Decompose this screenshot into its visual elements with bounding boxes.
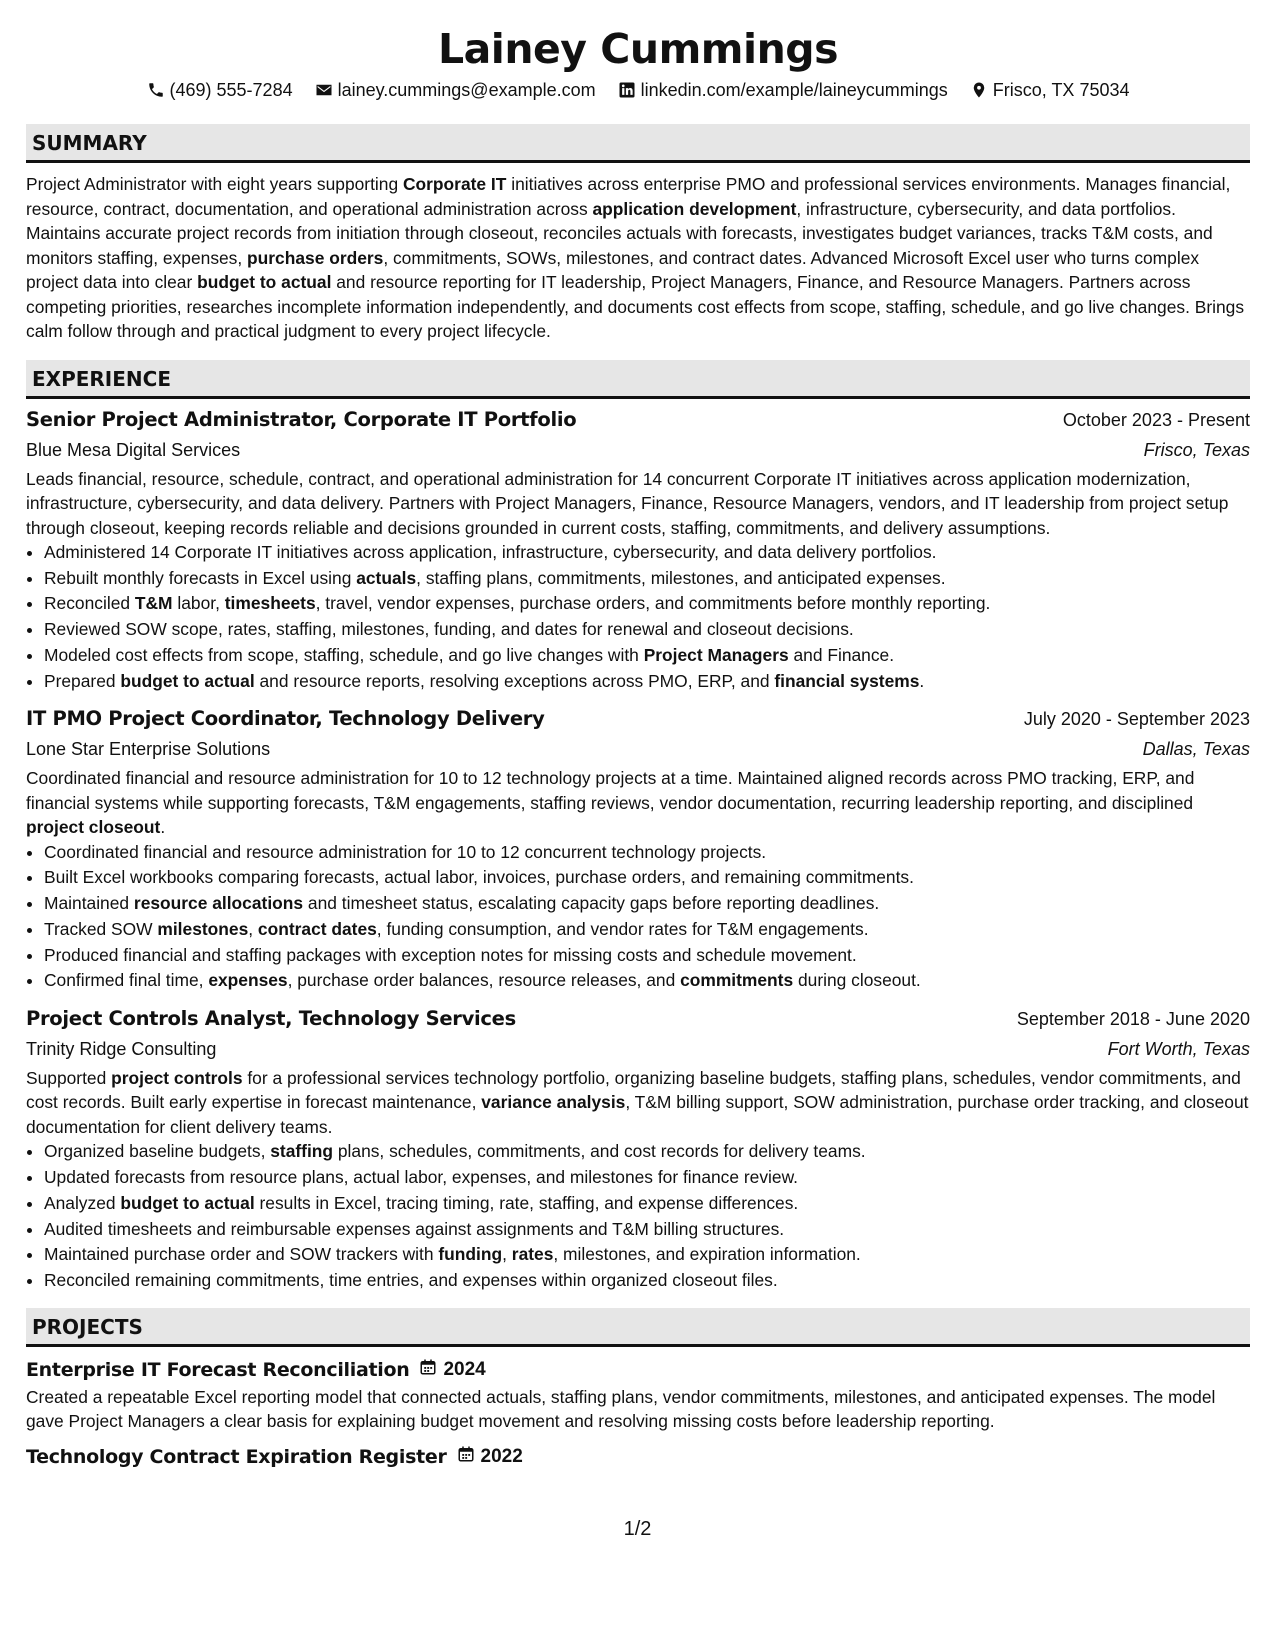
job-bullet: • Analyzed budget to actual results in Excel, tracing timing, rate, staffing, and expense differences.	[44, 1191, 1250, 1217]
job-bullet: • Reconciled T&M labor, timesheets, travel, vendor expenses, purchase orders, and commitments before monthly reporting.	[44, 591, 1250, 617]
project-description: Created a repeatable Excel reporting model that connected actuals, staffing plans, vendor commitments, milestones, and anticipated expenses. The model gave Project Managers a clear basis for explaining budget movement and resolving missing costs before leadership reporting.	[26, 1386, 1216, 1432]
envelope-icon	[315, 81, 333, 99]
job-bullet: • Built Excel workbooks comparing forecasts, actual labor, invoices, purchase orders, and remaining commitments.	[44, 865, 1250, 891]
calendar-icon	[457, 1445, 475, 1469]
project-year	[419, 1358, 485, 1382]
experience-list	[26, 405, 1250, 1294]
job-company: Trinity Ridge Consulting	[26, 1038, 217, 1059]
contact-bar	[26, 78, 1250, 102]
projects-list	[26, 1355, 1250, 1472]
job-location: Frisco, Texas	[1143, 439, 1250, 460]
job-bullet: • Rebuilt monthly forecasts in Excel using actuals, staffing plans, commitments, milestones, and anticipated expenses.	[44, 566, 1250, 592]
job-bullet: • Confirmed final time, expenses, purchase order balances, resource releases, and commitments during closeout.	[44, 968, 1250, 994]
section-heading-projects: PROJECTS	[26, 1308, 1250, 1347]
job-dates: July 2020 - September 2023	[1023, 709, 1250, 730]
job-header	[26, 405, 1250, 435]
section-heading-experience: EXPERIENCE	[26, 360, 1250, 399]
job-bullet: • Organized baseline budgets, staffing plans, schedules, commitments, and cost records for delivery teams.	[44, 1139, 1250, 1165]
job-bullet: • Coordinated financial and resource administration for 10 to 12 concurrent technology projects.	[44, 840, 1250, 866]
job-subheader	[26, 435, 1250, 465]
project-title: Technology Contract Expiration Register	[26, 1445, 447, 1468]
contact-location	[970, 78, 1130, 102]
job-bullet: • Reconciled remaining commitments, time entries, and expenses within organized closeout files.	[44, 1268, 1250, 1294]
job-title: IT PMO Project Coordinator, Technology Delivery	[26, 707, 545, 731]
job-bullet: • Modeled cost effects from scope, staffing, schedule, and go live changes with Project Managers and Finance.	[44, 643, 1250, 669]
linkedin-icon	[618, 81, 636, 99]
contact-phone	[147, 78, 293, 102]
email-text[interactable]: lainey.cummings@example.com	[337, 80, 596, 100]
phone-icon	[147, 81, 165, 99]
job-bullet: • Updated forecasts from resource plans, actual labor, expenses, and milestones for finance review.	[44, 1165, 1250, 1191]
job-bullets	[26, 840, 1250, 994]
project-year-text: 2022	[480, 1445, 523, 1467]
job-entry	[26, 704, 1250, 994]
project-entry	[26, 1442, 1250, 1472]
job-location: Dallas, Texas	[1142, 739, 1250, 760]
job-dates: September 2018 - June 2020	[1016, 1008, 1250, 1029]
job-bullet: • Maintained purchase order and SOW trackers with funding, rates, milestones, and expiration information.	[44, 1242, 1250, 1268]
job-bullet: • Produced financial and staffing packages with exception notes for missing costs and schedule movement.	[44, 943, 1250, 969]
resume-page	[26, 0, 1250, 1472]
job-title: Senior Project Administrator, Corporate IT Portfolio	[26, 407, 577, 431]
job-bullet: • Audited timesheets and reimbursable expenses against assignments and T&M billing structures.	[44, 1217, 1250, 1243]
job-entry	[26, 405, 1250, 695]
job-description: Leads financial, resource, schedule, contract, and operational administration for 14 concurrent Corporate IT initiatives across application modernization, infrastructure, cybersecurity, and data delivery. Partners with Project Managers, Finance, Resource Managers, vendors, and IT leadership from project setup through closeout, keeping records reliable and decisions grounded in current costs, staffing, commitments, and delivery assumptions.	[26, 468, 1229, 538]
page-number: 1/2	[623, 1518, 652, 1540]
job-description: Supported project controls for a professional services technology portfolio, organizing baseline budgets, staffing plans, schedules, vendor commitments, and cost records. Built early expertise in forecast maintenance, variance analysis, T&M billing support, SOW administration, purchase order tracking, and closeout documentation for client delivery teams.	[26, 1067, 1249, 1137]
job-title: Project Controls Analyst, Technology Services	[26, 1006, 516, 1030]
job-subheader	[26, 1034, 1250, 1064]
calendar-icon	[419, 1358, 437, 1382]
job-bullets	[26, 1139, 1250, 1293]
job-dates: October 2023 - Present	[1062, 409, 1250, 430]
phone-text: (469) 555-7284	[169, 80, 293, 100]
project-header	[26, 1442, 1250, 1472]
project-year	[457, 1445, 523, 1469]
job-location: Fort Worth, Texas	[1107, 1038, 1250, 1059]
location-text: Frisco, TX 75034	[992, 80, 1130, 100]
project-title: Enterprise IT Forecast Reconciliation	[26, 1358, 410, 1381]
job-company: Lone Star Enterprise Solutions	[26, 739, 271, 760]
job-entry	[26, 1004, 1250, 1294]
job-bullet: • Prepared budget to actual and resource reports, resolving exceptions across PMO, ERP, and financial systems.	[44, 669, 1250, 695]
job-bullet: • Maintained resource allocations and timesheet status, escalating capacity gaps before reporting deadlines.	[44, 891, 1250, 917]
job-bullet: • Tracked SOW milestones, contract dates, funding consumption, and vendor rates for T&M engagements.	[44, 917, 1250, 943]
project-entry	[26, 1355, 1250, 1434]
job-company: Blue Mesa Digital Services	[26, 439, 241, 460]
job-bullet: • Administered 14 Corporate IT initiatives across application, infrastructure, cybersecurity, and data delivery portfolios.	[44, 540, 1250, 566]
job-subheader	[26, 734, 1250, 764]
summary-text: Project Administrator with eight years supporting Corporate IT initiatives across enterprise PMO and professional services environments. Manages financial, resource, contract, documentation, and operational administration across application development, infrastructure, cybersecurity, and data portfolios. Maintains accurate project records from initiation through closeout, reconciles actuals with forecasts, investigates budget variances, tracks T&M costs, and monitors staffing, expenses, purchase orders, commitments, SOWs, milestones, and contract dates. Advanced Microsoft Excel user who turns complex project data into clear budget to actual and resource reporting for IT leadership, Project Managers, Finance, and Resource Managers. Partners across competing priorities, researches incomplete information independently, and documents cost effects from scope, staffing, schedule, and go live changes. Brings calm follow through and practical judgment to every project lifecycle.	[26, 174, 1245, 341]
job-bullet: • Reviewed SOW scope, rates, staffing, milestones, funding, and dates for renewal and closeout decisions.	[44, 617, 1250, 643]
contact-linkedin[interactable]	[618, 78, 948, 102]
job-header	[26, 1004, 1250, 1034]
project-year-text: 2024	[443, 1358, 486, 1380]
candidate-name: Lainey Cummings	[437, 25, 839, 73]
project-header	[26, 1355, 1250, 1385]
section-heading-summary: SUMMARY	[26, 124, 1250, 163]
job-bullets	[26, 540, 1250, 694]
job-description: Coordinated financial and resource administration for 10 to 12 technology projects at a time. Maintained aligned records across PMO tracking, ERP, and financial systems while supporting forecasts, T&M engagements, staffing reviews, vendor documentation, recurring leadership reporting, and disciplined project closeout.	[26, 768, 1195, 838]
job-header	[26, 704, 1250, 734]
map-pin-icon	[970, 81, 988, 99]
linkedin-text[interactable]: linkedin.com/example/laineycummings	[640, 80, 948, 100]
contact-email[interactable]	[315, 78, 596, 102]
